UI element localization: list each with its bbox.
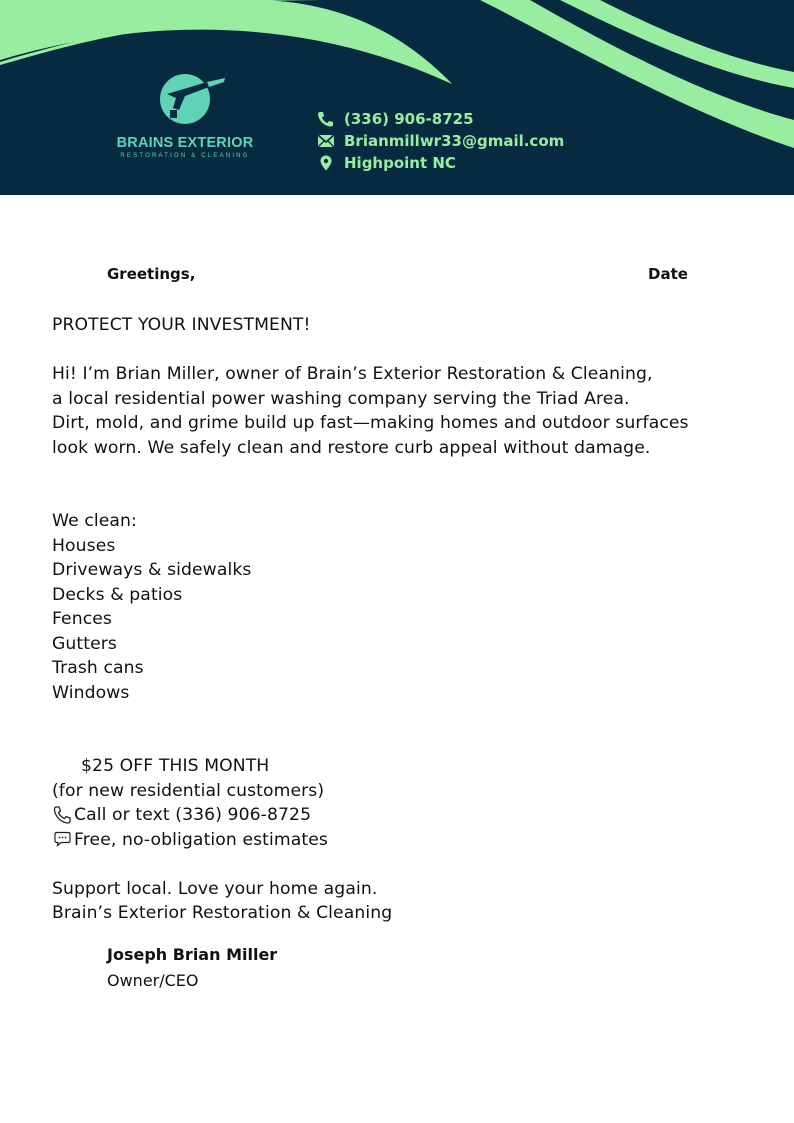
offer-text: $25 OFF THIS MONTH	[81, 756, 270, 776]
contact-phone	[316, 108, 564, 130]
intro-line: a local residential power washing company serving the Triad Area.	[52, 388, 630, 409]
signer-title: Owner/CEO	[107, 971, 199, 990]
brand-tagline: RESTORATION & CLEANING	[120, 153, 250, 159]
email-address: Brianmillwr33@gmail.com	[344, 132, 565, 150]
estimate-text: Free, no-obligation estimates	[74, 829, 328, 850]
closing-line: Brain’s Exterior Restoration & Cleaning	[52, 903, 393, 923]
services-heading: We clean:	[52, 511, 137, 531]
phone-icon	[316, 111, 336, 127]
signature-block	[107, 945, 277, 990]
service-item: Decks & patios	[52, 584, 183, 605]
intro-line: look worn. We safely clean and restore curb appeal without damage.	[52, 437, 651, 458]
service-item: Gutters	[52, 633, 117, 654]
contact-email	[316, 130, 564, 152]
service-item: Windows	[52, 682, 130, 703]
intro-line: Hi! I’m Brian Miller, owner of Brain’s Exterior Restoration & Cleaning,	[52, 364, 653, 384]
contact-location	[316, 152, 564, 174]
date-label: Date	[648, 265, 688, 283]
speech-bubble-icon	[52, 830, 74, 850]
email-icon	[316, 133, 336, 149]
letterhead-banner	[0, 0, 794, 195]
company-logo	[110, 74, 260, 164]
letter-body	[52, 313, 772, 926]
call-line	[52, 803, 772, 828]
phone-number: (336) 906-8725	[344, 110, 474, 128]
headline: PROTECT YOUR INVESTMENT!	[52, 315, 311, 335]
service-item: Driveways & sidewalks	[52, 560, 252, 580]
contact-info	[316, 108, 564, 174]
service-item: Trash cans	[52, 658, 144, 678]
brand-name: BRAINS EXTERIOR	[116, 135, 254, 151]
call-text: Call or text (336) 906-8725	[74, 805, 312, 825]
estimate-line	[52, 828, 772, 853]
service-item: Fences	[52, 609, 112, 629]
telephone-receiver-icon	[52, 805, 74, 825]
intro-line: Dirt, mold, and grime build up fast—making homes and outdoor surfaces	[52, 413, 689, 433]
offer-note: (for new residential customers)	[52, 780, 325, 801]
closing-line: Support local. Love your home again.	[52, 878, 378, 899]
pressure-washer-logo-icon	[155, 74, 225, 126]
location-text: Highpoint NC	[344, 154, 456, 172]
location-pin-icon	[316, 155, 336, 171]
service-item: Houses	[52, 535, 116, 556]
signer-name: Joseph Brian Miller	[107, 945, 278, 964]
greeting: Greetings,	[107, 265, 196, 283]
